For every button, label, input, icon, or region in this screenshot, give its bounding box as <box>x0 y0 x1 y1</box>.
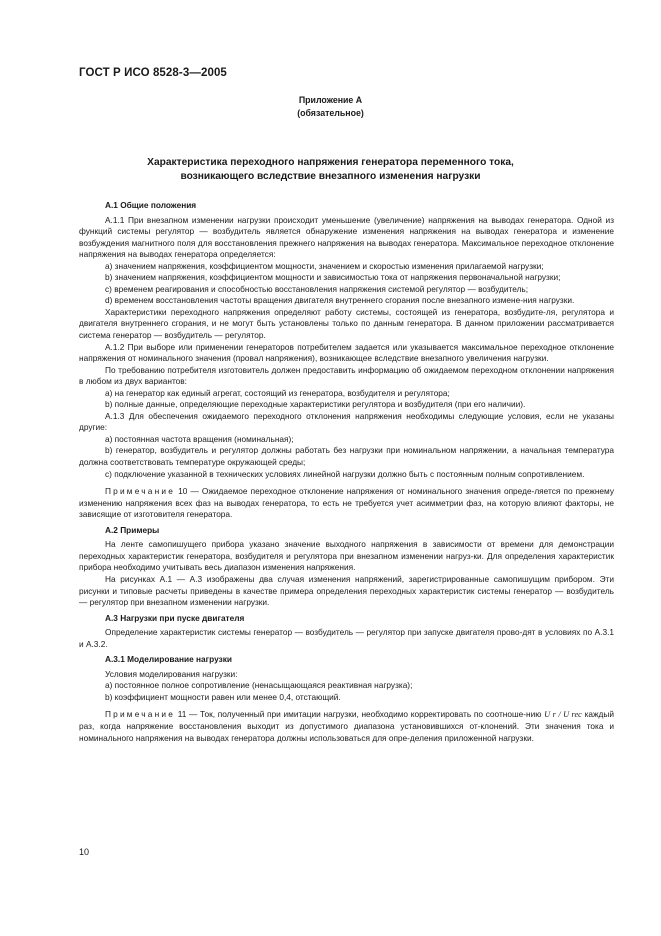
annex-status: (обязательное) <box>297 108 364 118</box>
annex-title: Приложение А <box>298 95 363 105</box>
list-item: b) значением напряжения, коэффициентом мощности и зависимостью тока от напряжения первоначальной нагрузки; <box>105 272 561 283</box>
title-line-2: возникающего вследствие внезапного изменения нагрузки <box>180 171 481 182</box>
list-item: а) на генератор как единый агрегат, состоящий из генератора, возбудителя и регулятора; <box>105 387 450 398</box>
list-item: с) временем реагирования и способностью восстановления напряжения системой регулятор — возбудитель; <box>105 283 529 294</box>
list-item: b) коэффициент мощности равен или менее 0,4, отстающий. <box>105 691 341 702</box>
paragraph: А.1.3 Для обеспечения ожидаемого переходного отклонения напряжения необходимы следующие условия, если не указаны другие: <box>79 410 614 433</box>
title-line-1: Характеристика переходного напряжения генератора переменного тока, <box>147 157 514 168</box>
note-label: Примечание <box>105 486 176 497</box>
paragraph: Определение характеристик системы генератор — возбудитель — регулятор при запуске двигателя прово-дят в условиях по А.3.1 и А.3.2. <box>79 627 614 649</box>
note-label: Примечание <box>105 709 176 720</box>
paragraph: По требованию потребителя изготовитель должен предоставить информацию об ожидаемом переходном отклонении напряжения в любом из двух вариантов: <box>79 364 614 387</box>
list-item: d) временем восстановления частоты вращения двигателя внутреннего сгорания после внезапного измене-ния нагрузки. <box>105 295 575 306</box>
note-10 <box>79 486 614 521</box>
section-title <box>100 156 561 184</box>
document-code: ГОСТ Р ИСО 8528-3—2005 <box>79 67 227 79</box>
document-body <box>79 196 614 744</box>
list-item: b) генератор, возбудитель и регулятор должны работать без нагрузки при номинальном напряжении, а начальная температура должна соответствовать температуре окружающей среды; <box>79 445 614 468</box>
paragraph: На рисунках А.1 — А.3 изображены два случая изменения напряжений, зарегистрированные самопишущим прибором. Эти рисунки и типовые расчеты приведены в качестве примера определения переходных характеристик системы генератор — возбудитель — регулятор при внезапном изменении нагрузки. <box>79 573 614 608</box>
page-number: 10 <box>79 847 90 857</box>
paragraph: А.1.2 При выборе или применении генераторов потребителем задается или указывается максимальное переходное отклонение напряжения от номинального значения (провал напряжения), возникающее вследствие внезапного увеличения нагрузки. <box>79 341 614 364</box>
heading-a3-1: А.3.1 Моделирование нагрузки <box>105 654 232 665</box>
heading-a1: А.1 Общие положения <box>105 200 197 210</box>
note-text: 10 — Ожидаемое переходное отклонение напряжения от номинального значения опреде-ляется по прежнему изменению напряжения всех фаз на выводах генератора, то есть не требуется учет асимметрии фаз, на которую влияют факторы, не зависящие от изготовителя генератора. <box>79 486 614 520</box>
paragraph: А.1.1 При внезапном изменении нагрузки происходит уменьшение (увеличение) напряжения на выводах генератора. Одной из функций системы регулятор — возбудитель является обнаружение изменения напряжения на выводах генератора и изменение возбуждения магнитного поля для восстановления прежнего напряжения на выводах генератора. Максимальное переходное отклонение напряжения на выводах генератора определяется: <box>79 214 614 260</box>
note-text-b: каждый раз, когда напряжение восстановления выходит из допустимого диапазона установившихся от-клонений. Эти значения тока и номинального напряжения на выводах генератора должны использоваться для опре-деления приложенной нагрузки. <box>79 709 614 743</box>
note-11 <box>79 709 614 744</box>
note-text-a: 11 — Ток, полученный при имитации нагрузки, необходимо корректировать по соотноше-нию <box>175 709 545 720</box>
list-item: с) подключение указанной в технических условиях линейной нагрузки должно быть с постоянным полным сопротивлением. <box>105 468 585 479</box>
list-item: b) полные данные, определяющие переходные характеристики регулятора и возбудителя (при его наличии). <box>105 399 526 410</box>
list-item: а) постоянное полное сопротивление (ненасыщающаяся реактивная нагрузка); <box>105 680 413 691</box>
list-item: а) значением напряжения, коэффициентом мощности, значением и скоростью изменения прилагаемой нагрузки; <box>105 260 544 271</box>
paragraph: Условия моделирования нагрузки: <box>105 668 238 679</box>
heading-a2: А.2 Примеры <box>105 524 160 535</box>
heading-a3: А.3 Нагрузки при пуске двигателя <box>105 612 245 623</box>
paragraph: Характеристики переходного напряжения определяют работу системы, состоящей из генератора, возбудите-ля, регулятора и двигателя внутреннего сгорания, и не могут быть установлены только по данным генератора. В данном приложении рассматривается система генератор — возбудитель — регулятор. <box>79 306 614 341</box>
paragraph: На ленте самопишущего прибора указано значение выходного напряжения в зависимости от времени для демонстрации переходных характеристик генератора, возбудителя и регулятора при внезапном изменении нагруз-ки. Для определения характеристик прибора необходимо учитывать весь диапазон изменения напряжения. <box>79 539 614 573</box>
voltage-ratio-formula: U r / U rec <box>544 710 582 720</box>
list-item: а) постоянная частота вращения (номинальная); <box>105 433 294 444</box>
